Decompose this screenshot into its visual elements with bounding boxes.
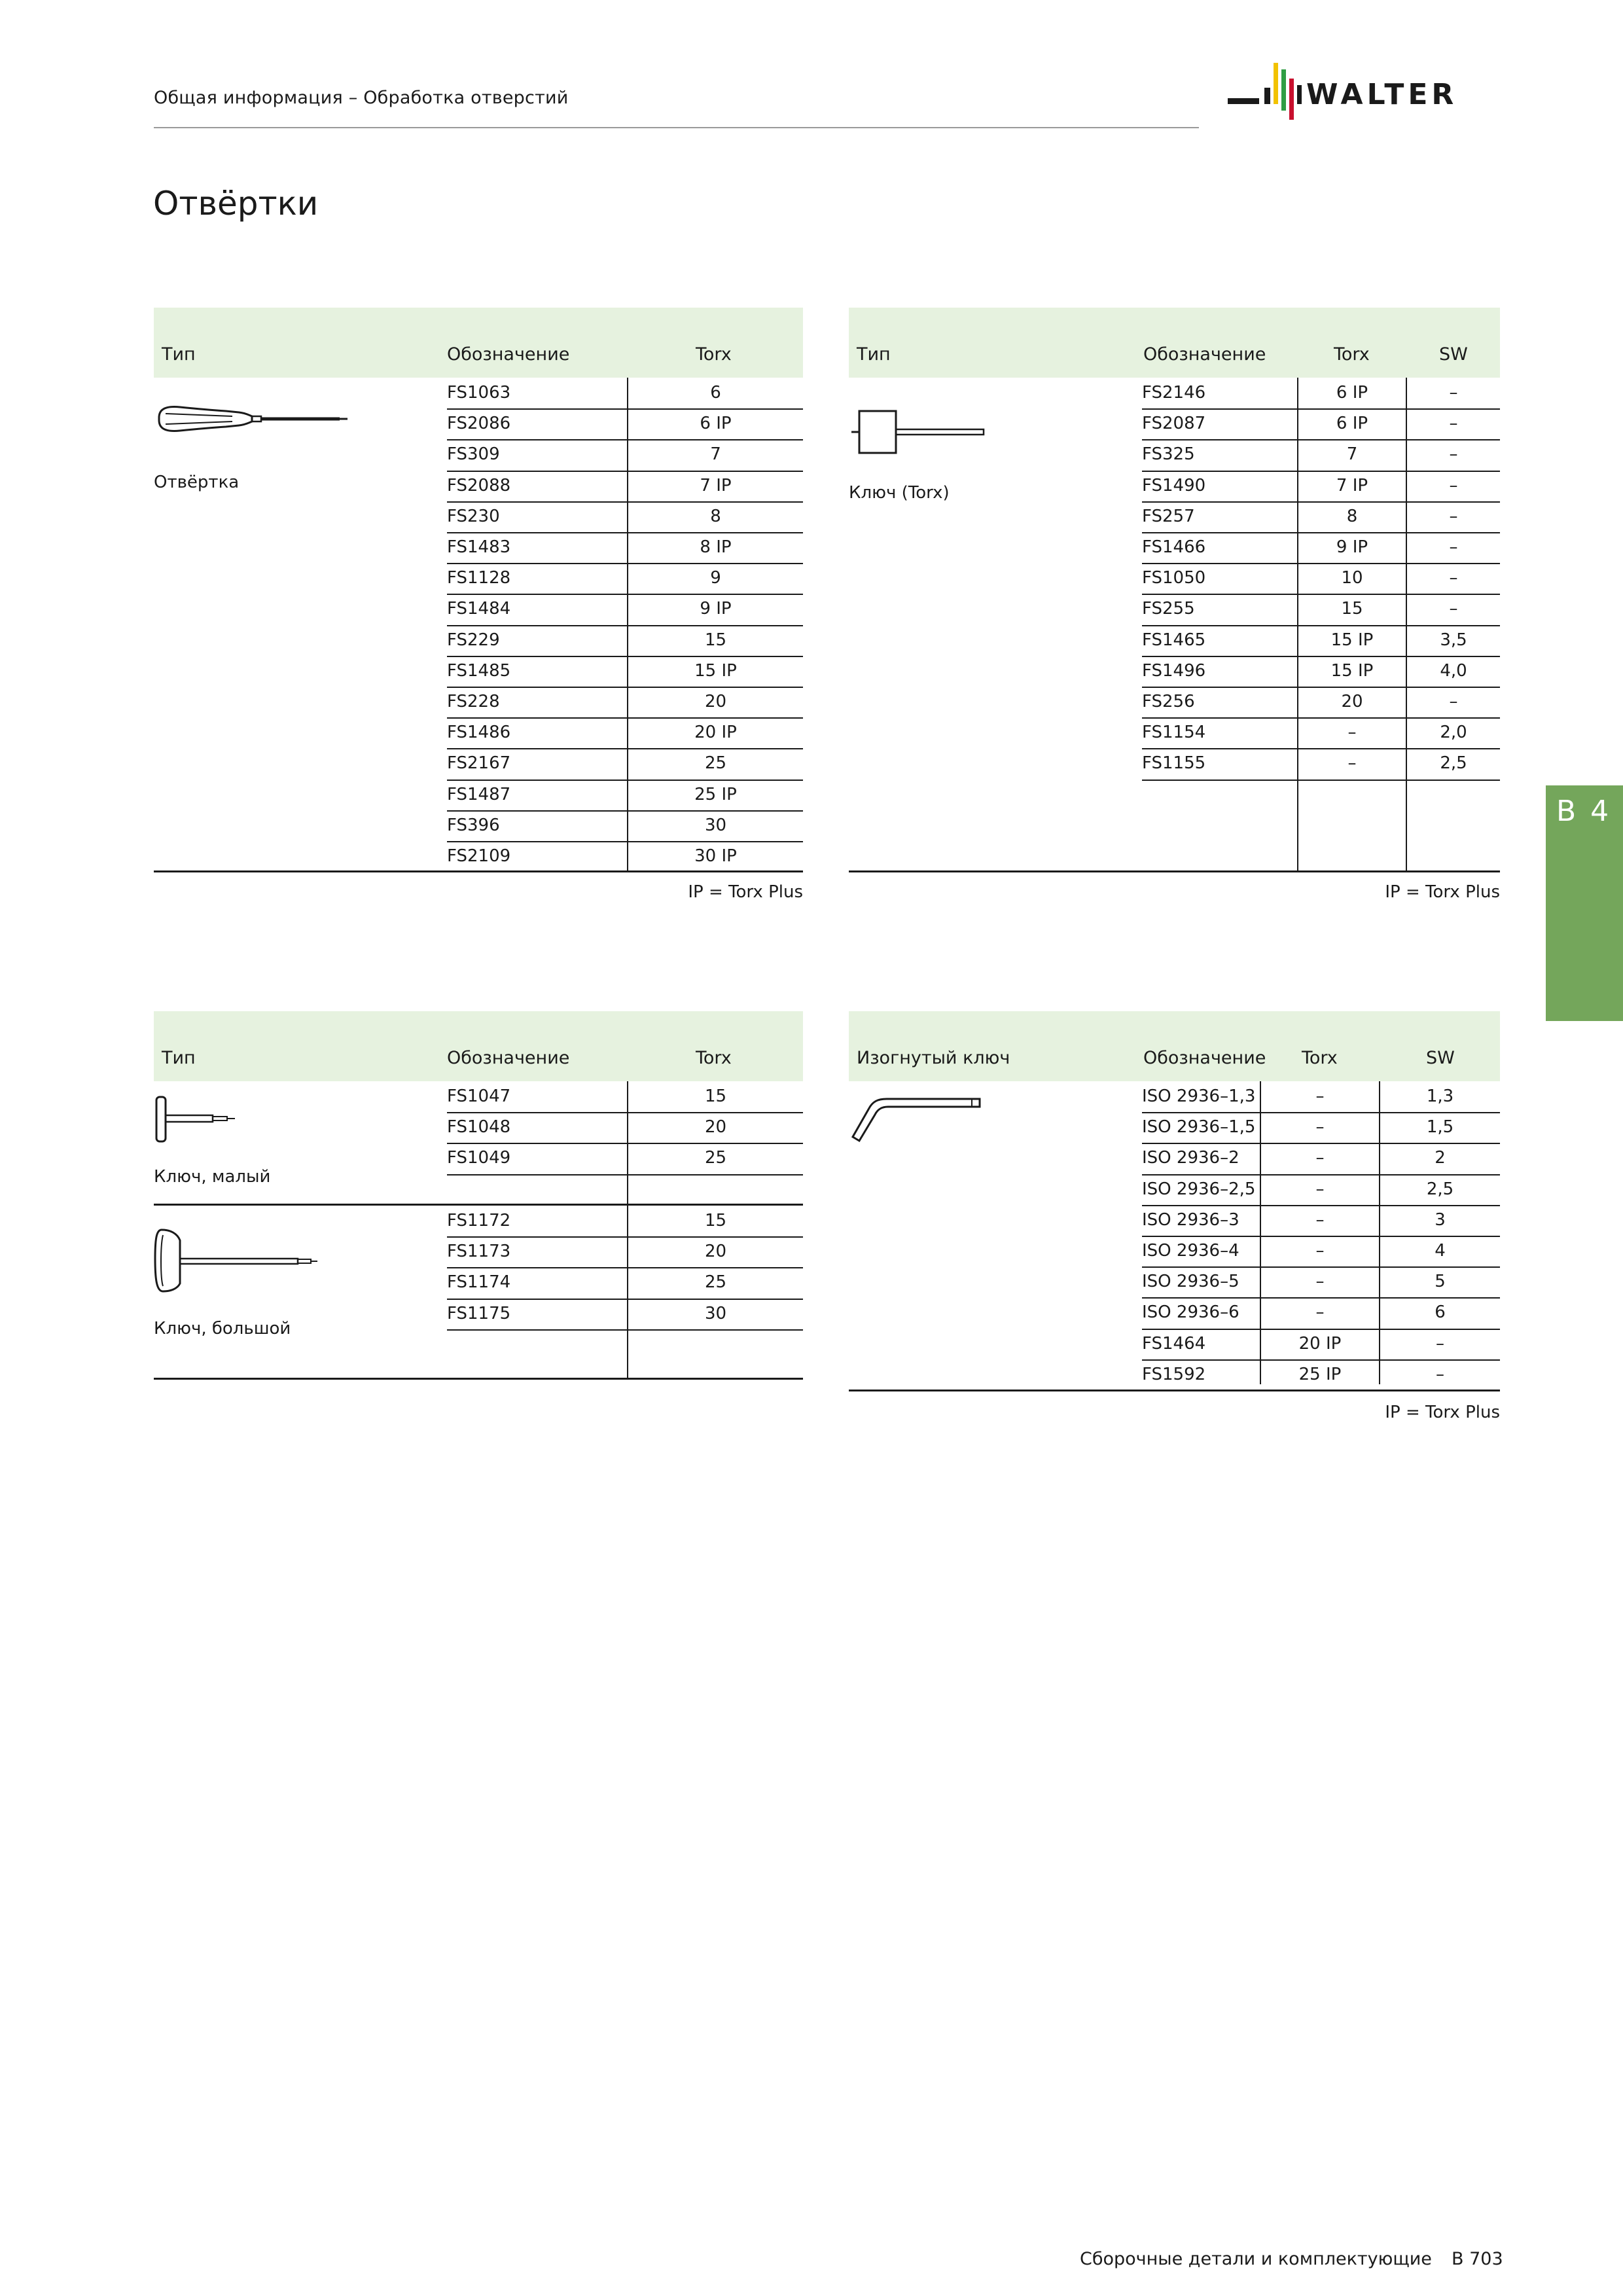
cell-sw: – bbox=[1449, 414, 1458, 434]
page-number: B 703 bbox=[1452, 2249, 1503, 2269]
table-bottom-rule bbox=[849, 1390, 1500, 1391]
torx-plus-note: IP = Torx Plus bbox=[1385, 1403, 1500, 1422]
cell-sw: 3,5 bbox=[1440, 630, 1467, 650]
cell-sw: 4,0 bbox=[1440, 660, 1467, 681]
cell-torx: 7 bbox=[710, 444, 721, 465]
cell-designation: FS2167 bbox=[447, 753, 511, 774]
cell-torx: 8 bbox=[1346, 506, 1358, 526]
cell-torx: 20 IP bbox=[1298, 1333, 1342, 1354]
cell-torx: 30 bbox=[704, 815, 727, 835]
cell-designation: FS256 bbox=[1142, 692, 1195, 711]
cell-torx: 15 bbox=[704, 630, 727, 650]
cell-designation: FS2146 bbox=[1142, 383, 1206, 403]
col-designation-header: Обозначение bbox=[1143, 1048, 1266, 1068]
row-divider bbox=[447, 1329, 803, 1331]
table-bottom-rule bbox=[154, 870, 803, 872]
page-title: Отвёртки bbox=[153, 185, 319, 223]
cell-torx: 25 bbox=[704, 753, 727, 774]
cell-designation: FS230 bbox=[447, 506, 500, 526]
cell-torx: 30 bbox=[704, 1303, 727, 1323]
cell-torx: 7 IP bbox=[700, 475, 732, 495]
cell-designation: FS309 bbox=[447, 444, 500, 465]
header-divider bbox=[154, 127, 1199, 128]
cell-sw: – bbox=[1449, 475, 1458, 495]
cell-sw: – bbox=[1449, 383, 1458, 403]
cell-sw: – bbox=[1436, 1333, 1444, 1354]
cell-torx: – bbox=[1347, 723, 1357, 743]
cell-torx: – bbox=[1315, 1272, 1325, 1292]
cell-designation: FS1174 bbox=[447, 1272, 511, 1293]
cell-designation: FS1487 bbox=[447, 784, 511, 804]
section-tab-label: B 4 bbox=[1556, 795, 1612, 828]
cell-designation: FS1048 bbox=[447, 1117, 511, 1138]
cell-torx: 6 IP bbox=[700, 414, 732, 434]
col-type-header: Тип bbox=[162, 344, 196, 365]
cell-torx: – bbox=[1315, 1117, 1325, 1138]
cell-torx: 10 bbox=[1341, 568, 1363, 588]
col-designation-header: Обозначение bbox=[1143, 344, 1266, 365]
cell-designation: FS1173 bbox=[447, 1242, 511, 1262]
table-bottom-rule bbox=[849, 870, 1500, 872]
cell-torx: 15 IP bbox=[1330, 660, 1374, 681]
cell-designation: FS1063 bbox=[447, 383, 511, 403]
cell-sw: 2,5 bbox=[1440, 753, 1467, 774]
cell-designation: FS257 bbox=[1142, 506, 1195, 526]
cell-designation: FS1155 bbox=[1142, 753, 1206, 774]
cell-designation: FS1485 bbox=[447, 660, 511, 681]
cell-designation: FS229 bbox=[447, 630, 500, 650]
cell-torx: 6 bbox=[710, 383, 721, 403]
col-torx-header: Torx bbox=[696, 1048, 732, 1068]
cell-sw: – bbox=[1449, 537, 1458, 557]
cell-torx: 20 bbox=[1341, 692, 1363, 711]
cell-designation: FS1490 bbox=[1142, 475, 1206, 495]
cell-sw: 2,0 bbox=[1440, 723, 1467, 743]
cell-sw: 2,5 bbox=[1426, 1179, 1454, 1199]
screwdriver-table bbox=[154, 308, 803, 902]
cell-designation: FS1050 bbox=[1142, 568, 1206, 588]
cell-designation: FS1465 bbox=[1142, 630, 1206, 650]
cell-designation: ISO 2936–1,5 bbox=[1142, 1117, 1256, 1138]
col-sw-header: SW bbox=[1439, 344, 1468, 365]
footer-section: Сборочные детали и комплектующие bbox=[1080, 2249, 1432, 2269]
cell-designation: FS1592 bbox=[1142, 1364, 1206, 1384]
cell-sw: 4 bbox=[1435, 1241, 1446, 1261]
cell-designation: ISO 2936–2 bbox=[1142, 1148, 1240, 1168]
cell-designation: FS396 bbox=[447, 815, 500, 835]
col-torx-header: Torx bbox=[1302, 1048, 1338, 1068]
cell-designation: FS255 bbox=[1142, 599, 1195, 619]
cell-designation: ISO 2936–6 bbox=[1142, 1302, 1240, 1323]
cell-torx: 20 bbox=[704, 1242, 727, 1262]
cell-designation: FS2109 bbox=[447, 846, 511, 866]
cell-torx: – bbox=[1315, 1302, 1325, 1323]
cell-torx: 15 bbox=[1341, 599, 1363, 619]
cell-torx: 8 bbox=[710, 506, 721, 526]
cell-designation: FS2088 bbox=[447, 475, 511, 495]
cell-torx: – bbox=[1315, 1148, 1325, 1168]
cell-designation: FS2087 bbox=[1142, 414, 1206, 434]
cell-designation: FS1464 bbox=[1142, 1333, 1206, 1354]
cell-torx: – bbox=[1315, 1086, 1325, 1106]
torx-key-table bbox=[849, 308, 1500, 902]
col-designation-header: Обозначение bbox=[447, 344, 570, 365]
t-key-table bbox=[154, 1011, 803, 1404]
col-type-header: Тип bbox=[162, 1048, 196, 1068]
cell-torx: 15 bbox=[704, 1086, 727, 1106]
cell-sw: – bbox=[1449, 599, 1458, 619]
cell-torx: – bbox=[1315, 1241, 1325, 1261]
cell-torx: 6 IP bbox=[1336, 414, 1368, 434]
cell-torx: – bbox=[1347, 753, 1357, 774]
cell-torx: 20 bbox=[704, 692, 727, 711]
cell-designation: FS228 bbox=[447, 692, 500, 711]
cell-designation: ISO 2936–5 bbox=[1142, 1272, 1240, 1292]
cell-sw: 1,3 bbox=[1426, 1086, 1454, 1106]
cell-torx: 9 IP bbox=[700, 599, 732, 619]
table-header bbox=[154, 1011, 803, 1081]
cell-designation: ISO 2936–2,5 bbox=[1142, 1179, 1256, 1199]
cell-designation: FS1172 bbox=[447, 1211, 511, 1230]
small-t-key-icon bbox=[154, 1093, 245, 1145]
bent-key-icon bbox=[849, 1090, 993, 1149]
cell-torx: 15 bbox=[704, 1211, 727, 1230]
col-designation-header: Обозначение bbox=[447, 1048, 570, 1068]
type-label-screwdriver: Отвёртка bbox=[154, 473, 240, 492]
cell-torx: 25 IP bbox=[1298, 1364, 1342, 1384]
cell-designation: FS1483 bbox=[447, 537, 511, 557]
type-label-large-key: Ключ, большой bbox=[154, 1319, 291, 1338]
cell-torx: 25 bbox=[704, 1272, 727, 1293]
cell-designation: ISO 2936–4 bbox=[1142, 1241, 1240, 1261]
breadcrumb: Общая информация – Обработка отверстий bbox=[154, 88, 569, 108]
table-header bbox=[154, 308, 803, 378]
cell-sw: 2 bbox=[1435, 1148, 1446, 1168]
cell-sw: – bbox=[1449, 506, 1458, 526]
logo-text: WALTER bbox=[1306, 78, 1458, 111]
cell-sw: – bbox=[1449, 444, 1458, 465]
table-bottom-rule bbox=[154, 1378, 803, 1380]
table-header bbox=[849, 308, 1500, 378]
col-torx-header: Torx bbox=[1334, 344, 1370, 365]
cell-designation: ISO 2936–1,3 bbox=[1142, 1086, 1256, 1106]
cell-torx: 15 IP bbox=[694, 660, 737, 681]
cell-sw: 3 bbox=[1435, 1210, 1446, 1230]
screwdriver-icon bbox=[154, 399, 350, 439]
cell-sw: 6 bbox=[1435, 1302, 1446, 1323]
cell-torx: – bbox=[1315, 1179, 1325, 1199]
large-t-key-icon bbox=[154, 1226, 324, 1298]
cell-sw: – bbox=[1449, 692, 1458, 711]
cell-torx: 7 bbox=[1346, 444, 1358, 465]
type-label-torx-key: Ключ (Torx) bbox=[849, 483, 950, 503]
cell-designation: FS1484 bbox=[447, 599, 511, 619]
col-torx-header: Torx bbox=[696, 344, 732, 365]
torx-plus-note: IP = Torx Plus bbox=[1385, 882, 1500, 902]
logo-bar-red bbox=[1289, 79, 1294, 120]
cell-torx: 9 bbox=[710, 568, 721, 588]
cell-torx: – bbox=[1315, 1210, 1325, 1230]
type-label-small-key: Ключ, малый bbox=[154, 1167, 271, 1187]
col-sw-header: SW bbox=[1426, 1048, 1455, 1068]
cell-torx: 9 IP bbox=[1336, 537, 1368, 557]
cell-torx: 6 IP bbox=[1336, 383, 1368, 403]
cell-torx: 15 IP bbox=[1330, 630, 1374, 650]
col-type-header: Изогнутый ключ bbox=[857, 1048, 1010, 1068]
cell-designation: ISO 2936–3 bbox=[1142, 1210, 1240, 1230]
logo-bar-green bbox=[1281, 69, 1286, 111]
cell-sw: 5 bbox=[1435, 1272, 1446, 1292]
cell-designation: FS1466 bbox=[1142, 537, 1206, 557]
cell-designation: FS1128 bbox=[447, 568, 511, 588]
col-type-header: Тип bbox=[857, 344, 891, 365]
row-divider bbox=[1142, 780, 1500, 781]
torx-key-icon bbox=[849, 404, 993, 457]
cell-torx: 25 IP bbox=[694, 784, 737, 804]
cell-torx: 20 bbox=[704, 1117, 727, 1138]
cell-designation: FS1486 bbox=[447, 723, 511, 743]
row-divider bbox=[447, 1174, 803, 1175]
cell-designation: FS1047 bbox=[447, 1086, 511, 1106]
table-header bbox=[849, 1011, 1500, 1081]
bent-key-table bbox=[849, 1011, 1500, 1443]
cell-designation: FS1049 bbox=[447, 1148, 511, 1168]
logo-bar-yellow bbox=[1274, 63, 1278, 104]
cell-designation: FS1154 bbox=[1142, 723, 1206, 743]
cell-designation: FS1175 bbox=[447, 1303, 511, 1323]
cell-sw: 1,5 bbox=[1426, 1117, 1454, 1138]
cell-torx: 7 IP bbox=[1336, 475, 1368, 495]
cell-torx: 25 bbox=[704, 1148, 727, 1168]
cell-sw: – bbox=[1449, 568, 1458, 588]
torx-plus-note: IP = Torx Plus bbox=[688, 882, 803, 902]
cell-sw: – bbox=[1436, 1364, 1444, 1384]
cell-torx: 20 IP bbox=[694, 723, 737, 743]
cell-torx: 8 IP bbox=[700, 537, 732, 557]
walter-logo bbox=[1228, 60, 1501, 132]
cell-designation: FS325 bbox=[1142, 444, 1195, 465]
cell-torx: 30 IP bbox=[694, 846, 737, 866]
cell-designation: FS1496 bbox=[1142, 660, 1206, 681]
cell-designation: FS2086 bbox=[447, 414, 511, 434]
